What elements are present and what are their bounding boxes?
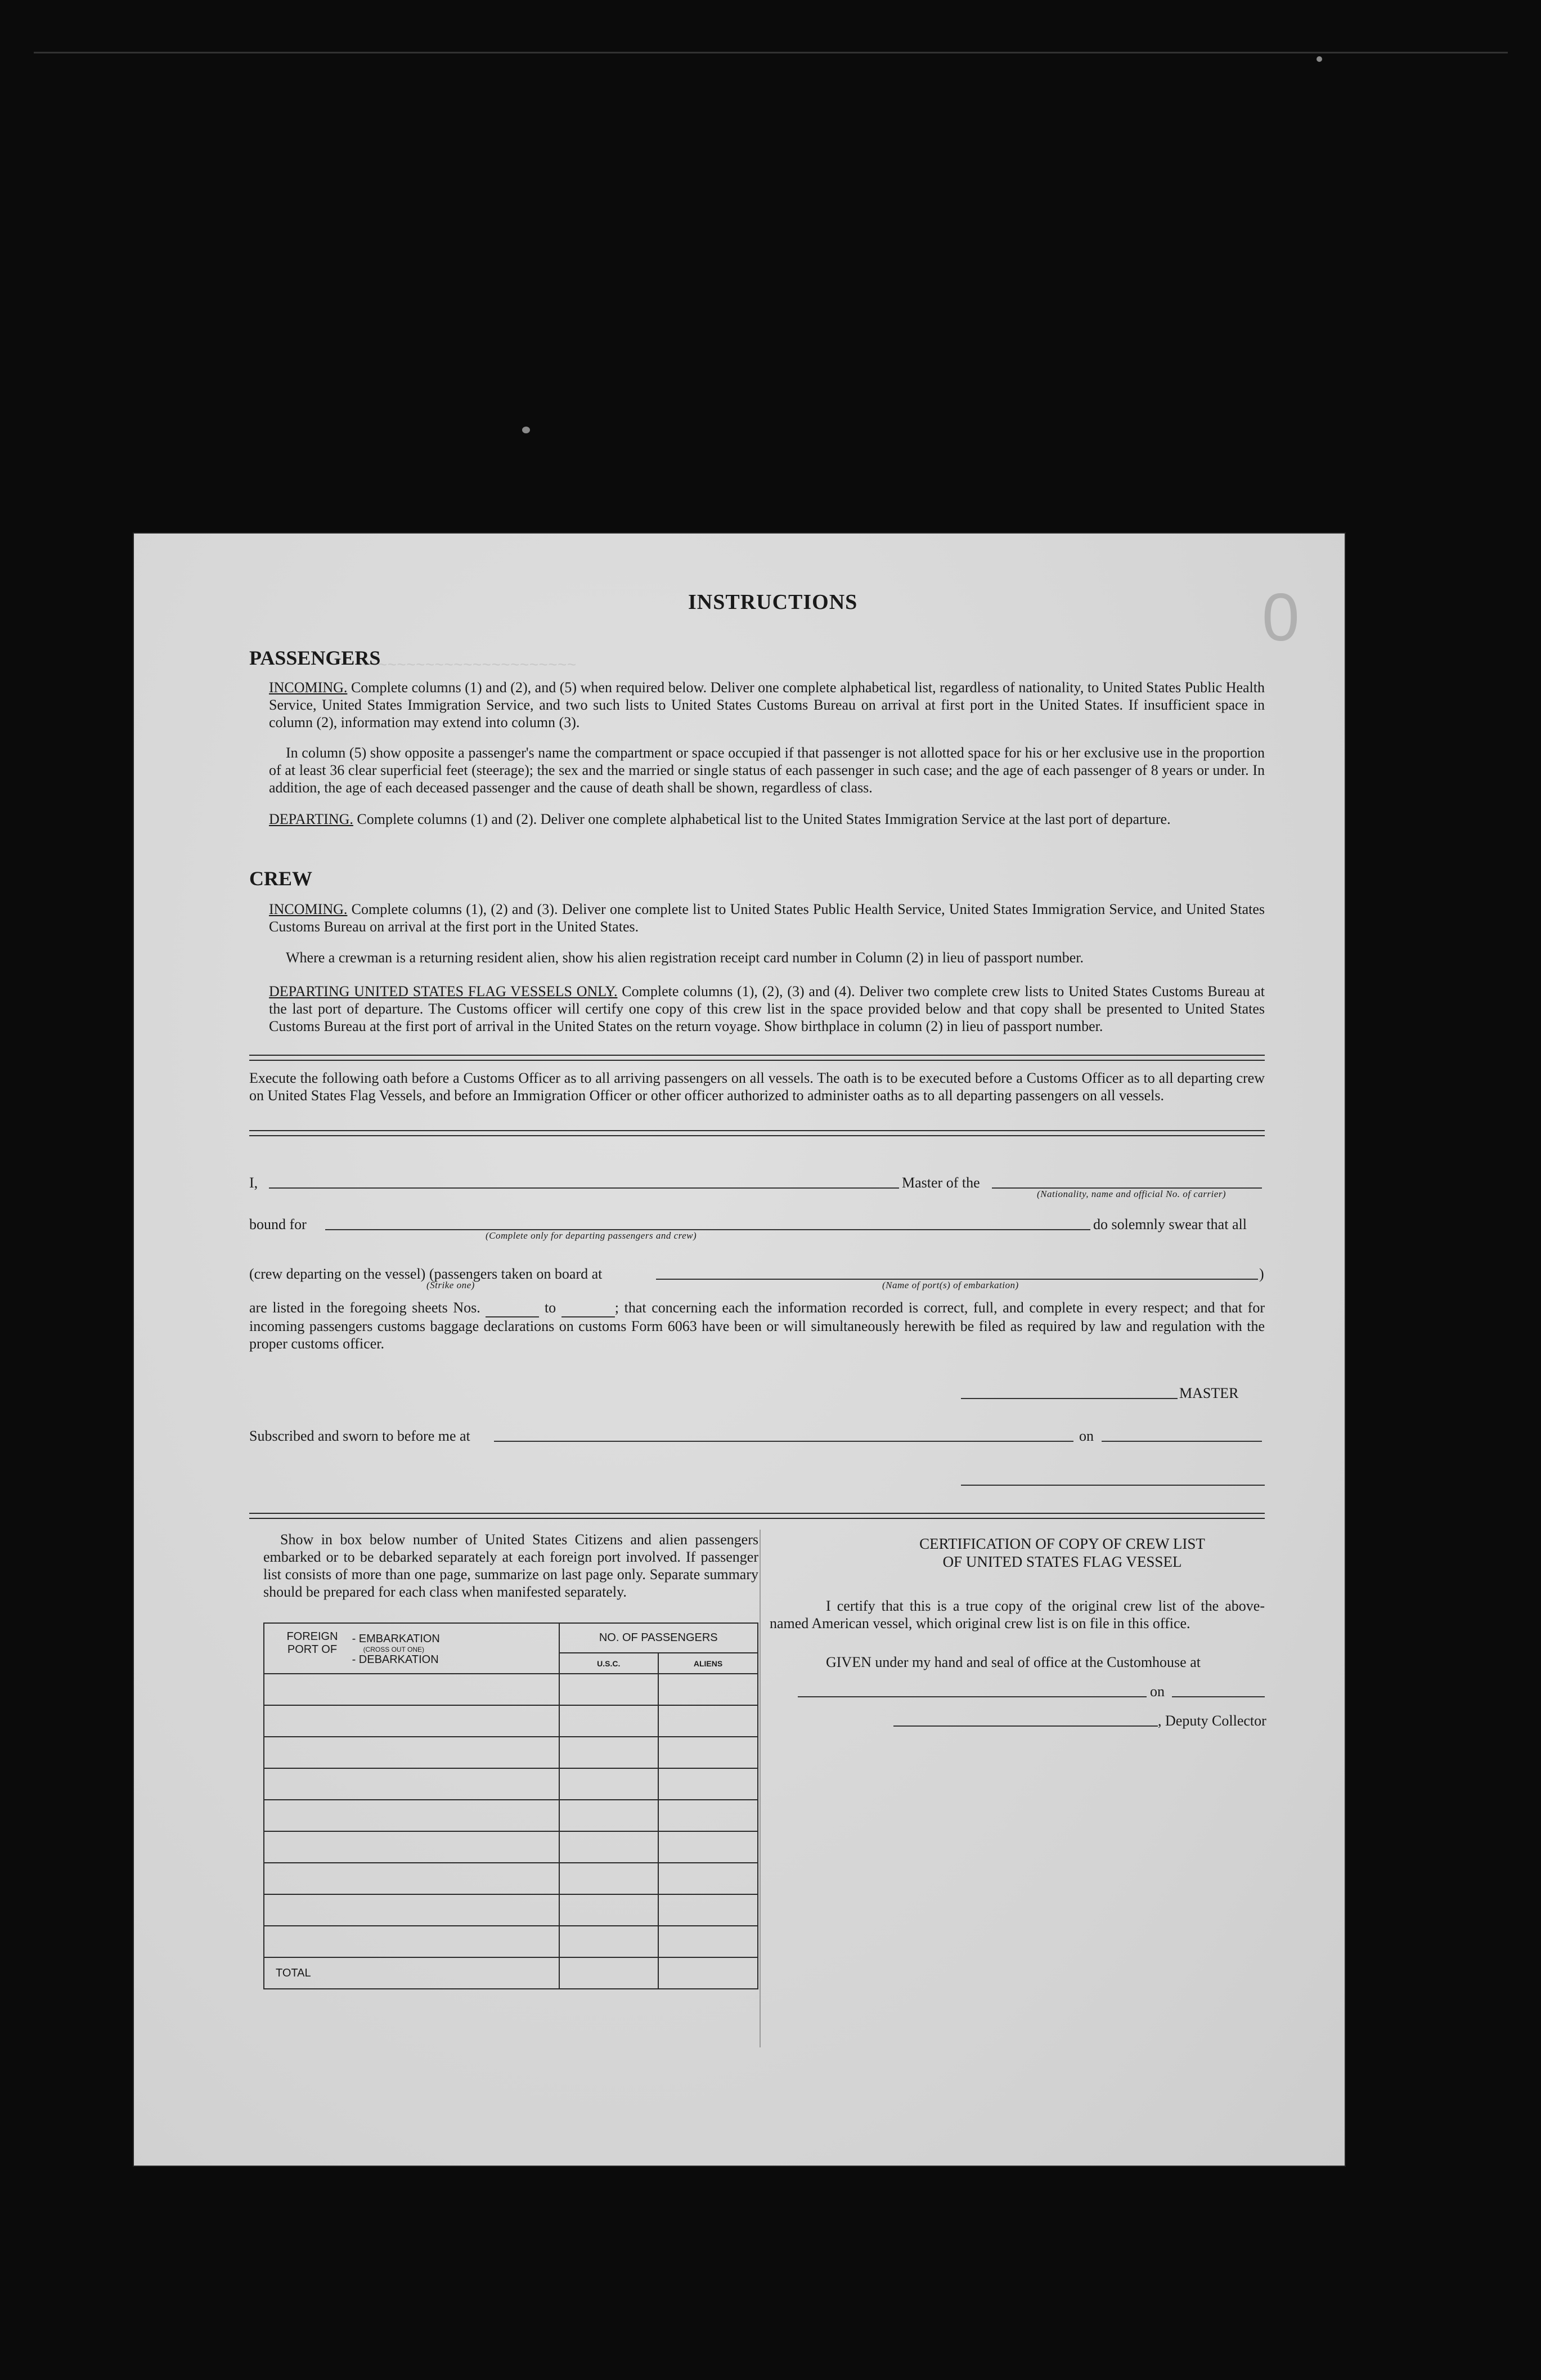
cert-title-1: CERTIFICATION OF COPY OF CREW LIST — [919, 1535, 1205, 1552]
passengers-departing — [269, 810, 1265, 828]
table-row — [264, 1863, 758, 1894]
aliens-cell[interactable] — [658, 1894, 758, 1926]
passenger-summary-table — [263, 1622, 758, 1989]
incoming-text: Complete columns (1) and (2), and (5) when required below. Deliver one complete alphabetical list, regardless of nationality, to United States Public Health Service, United States Immigration Service, and two such lists to United States Customs Bureau on arrival at first port in the United States. If insufficient space in column (2), information may extend into column (3). — [269, 679, 1265, 730]
table-row-total — [264, 1957, 758, 1989]
oath-divider — [249, 1130, 1265, 1136]
oath-master-of: Master of the — [902, 1175, 980, 1191]
section-divider — [249, 1055, 1265, 1061]
incoming-label: INCOMING. — [269, 679, 348, 696]
cert-on: on — [1150, 1683, 1165, 1700]
crew-incoming — [269, 900, 1265, 935]
oath-intro: Execute the following oath before a Customs Officer as to all arriving passengers on all vessels. The oath is to be executed before a Customs Officer as to all departing crew on United States Flag Vessels, and before an Immigration Officer or other officer authorized to administer oaths as to all departing passengers on all vessels. — [249, 1070, 1265, 1104]
aliens-cell[interactable] — [658, 1674, 758, 1705]
aliens-cell[interactable] — [658, 1737, 758, 1768]
crew-departing-text: Complete columns (1), (2), (3) and (4). Deliver two complete crew lists to United States Customs Bureau at the last port of departure. The Customs officer will certify one copy of this crew list in the space provided below and that copy shall be presented to United States Customs Bureau at the first port of arrival in the United States on the return voyage. Show birthplace in column (2) in lieu of passport number. — [269, 983, 1265, 1034]
master-name-line[interactable] — [269, 1187, 899, 1189]
oath-close-paren: ) — [1259, 1266, 1264, 1282]
table-row — [264, 1768, 758, 1800]
col-usc: U.S.C. — [559, 1653, 659, 1674]
oath-crew-departing: (crew departing on the vessel) (passengers taken on board at — [249, 1266, 603, 1282]
oath-i-label: I, — [249, 1175, 258, 1191]
port-cell[interactable] — [264, 1894, 559, 1926]
passengers-heading: PASSENGERS — [249, 647, 381, 669]
departing-label: DEPARTING. — [269, 811, 353, 827]
table-row — [264, 1800, 758, 1831]
aliens-cell[interactable] — [658, 1926, 758, 1957]
bleed-through-text: ~~~~~~~~~~~~~~~~~~~~~~~ — [359, 657, 577, 675]
table-row — [264, 1894, 758, 1926]
aliens-cell[interactable] — [658, 1831, 758, 1863]
oath-bound-for: bound for — [249, 1216, 307, 1232]
margin-digit: 0 — [1262, 580, 1300, 655]
table-row — [264, 1831, 758, 1863]
port-cell[interactable] — [264, 1926, 559, 1957]
usc-cell[interactable] — [559, 1737, 659, 1768]
crew-departing — [269, 983, 1265, 1035]
aliens-total-cell[interactable] — [658, 1957, 758, 1989]
oath-swear: do solemnly swear that all — [1093, 1216, 1247, 1232]
cert-date-line[interactable] — [1172, 1696, 1265, 1697]
aliens-cell[interactable] — [658, 1800, 758, 1831]
crew-heading: CREW — [249, 867, 313, 890]
officer-signature-line[interactable] — [961, 1485, 1265, 1486]
table-row — [264, 1737, 758, 1768]
passengers-incoming — [269, 679, 1265, 731]
sheet-to-field[interactable] — [561, 1299, 615, 1317]
port-cell[interactable] — [264, 1737, 559, 1768]
scan-speck — [522, 427, 530, 433]
usc-cell[interactable] — [559, 1926, 659, 1957]
listed-to: to — [544, 1299, 556, 1316]
nationality-caption: (Nationality, name and official No. of carrier) — [1037, 1189, 1226, 1199]
usc-cell[interactable] — [559, 1674, 659, 1705]
cert-text-2: GIVEN under my hand and seal of office at the Customhouse at — [826, 1654, 1201, 1670]
port-cell[interactable] — [264, 1831, 559, 1863]
col-embark-label: - EMBARKATION — [352, 1633, 440, 1646]
table-row — [264, 1705, 758, 1737]
oath-bottom-divider — [249, 1513, 1265, 1519]
table-row — [264, 1674, 758, 1705]
port-caption: (Name of port(s) of embarkation) — [882, 1280, 1019, 1290]
scan-speck — [1317, 56, 1322, 62]
deputy-signature-line[interactable] — [893, 1725, 1158, 1727]
usc-cell[interactable] — [559, 1863, 659, 1894]
strike-caption: (Strike one) — [426, 1280, 475, 1290]
listed-b: ; that concerning each the information recorded is correct, full, and complete in every respect; and that for incoming passengers customs baggage declarations on customs Form 6063 have been or will simultaneously herewith be filed as required by law and regulation with the proper customs officer. — [249, 1299, 1265, 1352]
cert-text-1: I certify that this is a true copy of the original crew list of the above-named American vessel, which original crew list is on file in this office. — [770, 1598, 1265, 1632]
bound-for-line[interactable] — [325, 1229, 1090, 1230]
crew-incoming-text: Complete columns (1), (2) and (3). Deliver one complete list to United States Public Health Service, United States Immigration Service, and United States Customs Bureau on arrival at the first port in the United States. — [269, 901, 1265, 935]
usc-cell[interactable] — [559, 1705, 659, 1737]
usc-total-cell[interactable] — [559, 1957, 659, 1989]
aliens-cell[interactable] — [658, 1768, 758, 1800]
sheet-from-field[interactable] — [486, 1299, 539, 1317]
port-cell[interactable] — [264, 1705, 559, 1737]
usc-cell[interactable] — [559, 1831, 659, 1863]
col-debark-label: - DEBARKATION — [352, 1653, 439, 1666]
departing-caption: (Complete only for departing passengers and crew) — [486, 1230, 697, 1241]
port-cell[interactable] — [264, 1800, 559, 1831]
crew-incoming-label: INCOMING. — [269, 901, 348, 917]
document-sheet — [134, 534, 1345, 2166]
departing-text: Complete columns (1) and (2). Deliver one complete alphabetical list to the United States Immigration Service at the last port of departure. — [357, 811, 1171, 827]
usc-cell[interactable] — [559, 1768, 659, 1800]
crew-departing-label: DEPARTING UNITED STATES FLAG VESSELS ONLY. — [269, 983, 618, 999]
cert-deputy: , Deputy Collector — [1158, 1713, 1266, 1729]
crew-resident-text: Where a crewman is a returning resident alien, show his alien registration receipt card number in Column (2) in lieu of passport number. — [286, 949, 1084, 966]
crew-resident — [269, 949, 1265, 966]
port-cell[interactable] — [264, 1674, 559, 1705]
usc-cell[interactable] — [559, 1800, 659, 1831]
col-aliens: ALIENS — [658, 1653, 758, 1674]
subscribed-date-line[interactable] — [1102, 1441, 1262, 1442]
listed-a: are listed in the foregoing sheets Nos. — [249, 1299, 480, 1316]
cert-title-2: OF UNITED STATES FLAG VESSEL — [942, 1553, 1182, 1570]
table-row — [264, 1926, 758, 1957]
oath-subscribed: Subscribed and sworn to before me at — [249, 1428, 470, 1444]
usc-cell[interactable] — [559, 1894, 659, 1926]
col-foreign-label: FOREIGN PORT OF — [286, 1630, 338, 1656]
passengers-column5 — [269, 744, 1265, 796]
oath-listed — [249, 1299, 1265, 1352]
oath-master: MASTER — [1179, 1385, 1239, 1401]
scan-top-rule — [34, 52, 1508, 53]
customhouse-line[interactable] — [798, 1696, 1147, 1697]
aliens-cell[interactable] — [658, 1863, 758, 1894]
summary-column-divider — [760, 1530, 761, 2047]
port-cell[interactable] — [264, 1863, 559, 1894]
aliens-cell[interactable] — [658, 1705, 758, 1737]
oath-on: on — [1079, 1428, 1094, 1444]
total-label: TOTAL — [264, 1957, 559, 1989]
master-signature-line[interactable] — [961, 1398, 1178, 1399]
subscribed-at-line[interactable] — [494, 1441, 1073, 1442]
column5-text: In column (5) show opposite a passenger's name the compartment or space occupied if that passenger is not allotted space for his or her exclusive use in the proportion of at least 36 clear superficial feet (steerage); the sex and the married or single status of each passenger in such case; and the age of each passenger of 8 years or under. In addition, the age of each deceased passenger and the cause of death shall be shown, regardless of class. — [269, 745, 1265, 796]
port-cell[interactable] — [264, 1768, 559, 1800]
col-cross-label: (CROSS OUT ONE) — [363, 1646, 425, 1654]
summary-text: Show in box below number of United States Citizens and alien passengers embarked or to be debarked separately at each foreign port involved. If passenger list consists of more than one page, summarize on last page only. Separate summary should be prepared for each class when manifested separately. — [263, 1531, 758, 1600]
col-foreign-port — [264, 1623, 559, 1674]
page-title: INSTRUCTIONS — [688, 590, 858, 614]
col-number-passengers: NO. OF PASSENGERS — [559, 1623, 758, 1653]
